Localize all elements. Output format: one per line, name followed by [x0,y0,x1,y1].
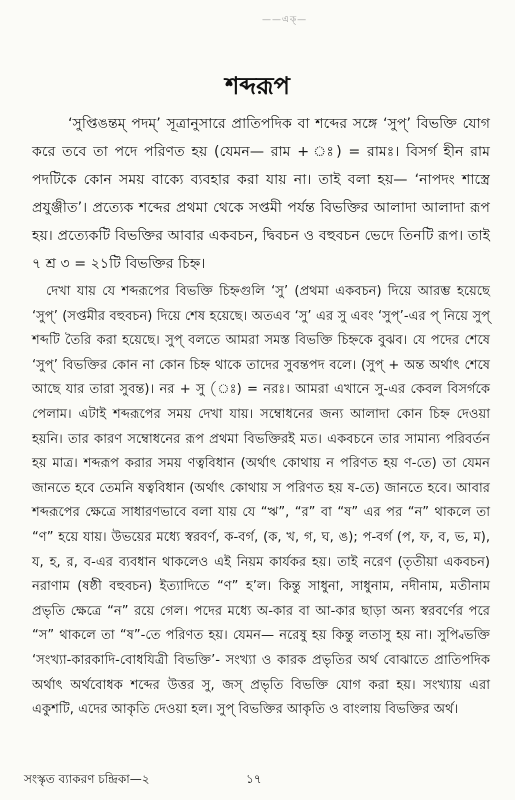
page-footer [24,771,494,791]
body-text [32,110,490,723]
top-print-mark: ——এক্— [262,15,308,25]
paragraph-2: দেখা যায় যে শব্দরূপের বিভক্তি চিহ্নগুলি ‘সু’ (প্রথমা একবচন) দিয়ে আরম্ভ হয়েছে ‘সুপ্’ (সপ্তমীর বহুবচন) দিয়ে শেষ হয়েছে। অতএব ‘সু’ এর সু এবং ‘সুপ্’-এর প্ নিয়ে সুপ্ শব্দটি তৈরি করা হয়েছে। সুপ্ বলতে আমরা সমস্ত বিভক্তি চিহ্নকে বুঝব। যে পদের শেষে ‘সুপ্’ বিভক্তির কোন না কোন চিহ্ন থাকে তাদের সুবন্তপদ বলে। (সুপ্ + অন্ত অর্থাৎ শেষে আছে যার তারা সুবন্ত)। নর + সু (ঃ) = নরঃ। আমরা এখানে সু-এর কেবল বিসর্গকে পেলাম। এটাই শব্দরূপের সময় দেখা যায়। সম্বোধনের জন্য আলাদা কোন চিহ্ন দেওয়া হয়নি। তার কারণ সম্বোধনের রূপ প্রথমা বিভক্তিরই মত। একবচনে তার সামান্য পরিবর্তন হয় মাত্র। শব্দরূপ করার সময় ণত্ববিধান (অর্থাৎ কোথায় ন পরিণত হয় ণ-তে) তা যেমন জানতে হবে তেমনি ষত্ববিধান (অর্থাৎ কোথায় স পরিণত হয় ষ-তে) জানতে হবে। আবার শব্দরূপের ক্ষেত্রে সাধারণভাবে বলা যায় যে “ঋ”, “র” বা “ষ” এর পর “ন” থাকলে তা “ণ” হয়ে যায়। উভয়ের মধ্যে স্বরবর্ণ, ক-বর্গ, (ক, খ, গ, ঘ, ঙ); প-বর্গ (প, ফ, ব, ভ, ম), য, হ, র, ব-এর ব্যবধান থাকলেও এই নিয়ম কার্যকর হয়। তাই নরেণ (তৃতীয়া একবচন) নরাণাম (ষষ্ঠী বহুবচন) ইত্যাদিতে “ণ” হ’ল। কিন্তু সাধুনা, সাধুনাম, নদীনাম, মতীনাম প্রভৃতি ক্ষেত্রে “ন” রয়ে গেল। পদের মধ্যে অ-কার বা আ-কার ছাড়া অন্য স্বরবর্ণের পরে “স” থাকলে তা “ষ”-তে পরিণত হয়। যেমন— নরেষু হয় কিন্তু লতাসু হয় না। সুপ্বিভক্তি ‘সংখ্যা-কারকাদি-বোধযিত্রী বিভক্তি’- সংখ্যা ও কারক প্রভৃতির অর্থ বোঝাতে প্রাতিপদিক অর্থাৎ অর্থবোধক শব্দের উত্তর সু, জস্ প্রভৃতি বিভক্তি যোগ করা হয়। সংখ্যায় এরা একুশটি, এদের আকৃতি দেওয়া হল। সুপ্ বিভক্তির আকৃতি ও বাংলায় বিভক্তির অর্থ। [32,284,490,718]
paragraph-1: ‘সুপ্তিঙন্তম্ পদম্’ সূত্রানুসারে প্রাতিপদিক বা শব্দের সঙ্গে ‘সুপ্’ বিভক্তি যোগ করে তবে তা পদে পরিণত হয় (যেমন— রাম + ঃ) = রামঃ। বিসর্গ হীন রাম পদটিকে কোন সময় বাক্যে ব্যবহার করা যায় না। তাই বলা হয়— ‘নাপদং শাস্ত্রে প্রযুঞ্জীত’। প্রত্যেক শব্দের প্রথমা থেকে সপ্তমী পর্যন্ত বিভক্তির আলাদা আলাদা রূপ হয়। প্রত্যেকটি বিভক্তির আবার একবচন, দ্বিবচন ও বহুবচন ভেদে তিনটি রূপ। তাই ৭ শ্র ৩ = ২১টি বিভক্তির চিহ্ন। [32,116,490,272]
footer-book-title: সংস্কৃত ব্যাকরণ চন্দ্রিকা—২ [24,772,150,786]
page-number: ১৭ [246,772,262,786]
page-title: শব্দরূপ [225,72,290,100]
